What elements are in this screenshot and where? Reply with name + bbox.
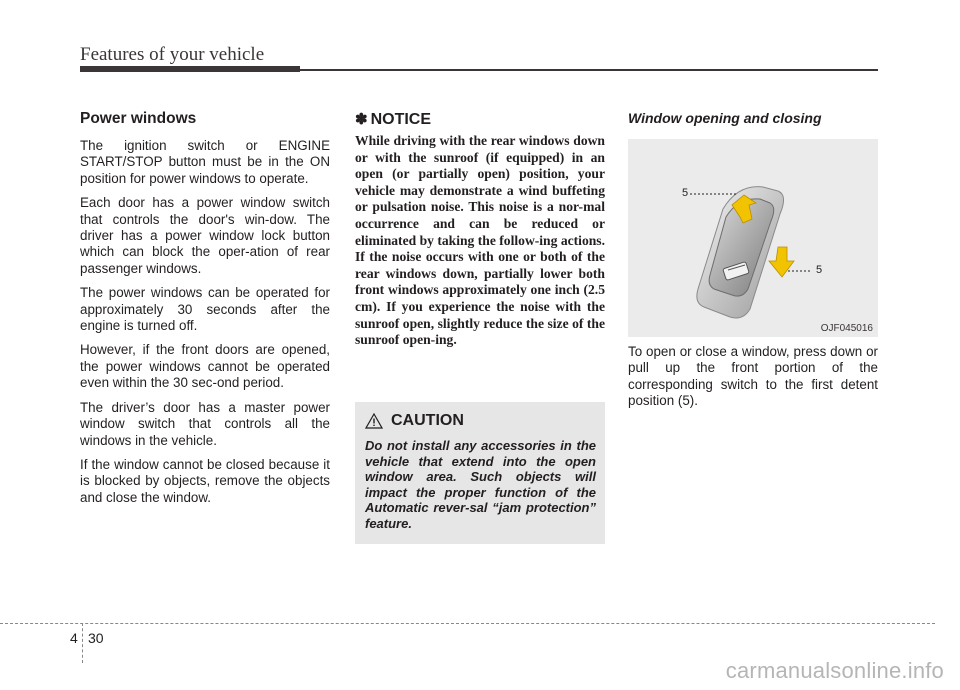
footer-rule [0, 623, 935, 624]
callout-label-top: 5 [682, 187, 689, 199]
header-rule-thin [300, 69, 878, 71]
paragraph: If the window cannot be closed because it is blocked by objects, remove the objects and close the window. [80, 456, 330, 505]
footer-divider [82, 623, 83, 663]
caution-heading [365, 412, 464, 430]
window-switch-figure [628, 139, 878, 337]
paragraph: Each door has a power window switch that controls the door's win-dow. The driver has a power window lock button which can block the oper-ation of rear passenger windows. [80, 195, 330, 276]
notice-block [355, 110, 605, 349]
paragraph: The ignition switch or ENGINE START/STOP button must be in the ON position for power windows to operate. [80, 138, 330, 186]
warning-triangle-icon [365, 413, 383, 429]
paragraph: To open or close a window, press down or pull up the front portion of the corresponding switch to the first detent position (5). [628, 344, 878, 409]
subsection-heading: Window opening and closing [628, 110, 822, 126]
paragraph: The driver’s door has a master power window switch that controls all the windows in the vehicle. [80, 399, 330, 448]
column-power-windows [80, 110, 330, 514]
watermark: carmanualsonline.info [725, 658, 944, 683]
paragraph: However, if the front doors are opened, the power windows cannot be operated even within the 30 sec-ond period. [80, 342, 330, 391]
instruction-block [628, 344, 878, 418]
press-down-arrow-icon [769, 247, 794, 277]
notice-mark-icon: ✽ [355, 111, 368, 128]
section-heading: Power windows [80, 110, 197, 127]
header-rule [80, 66, 300, 72]
figure-code: OJF045016 [820, 323, 873, 334]
window-switch-illustration [628, 139, 878, 337]
caution-box [355, 402, 605, 544]
notice-text: While driving with the rear windows down or with the sunroof (if equipped) in an open (or partially open) position, your vehicle may demonstrate a wind buffeting or pulsation noise. This noise is a nor-mal occurrence and can be reduced or eliminated by taking the follow-ing actions. If the noise occurs with one or both of the rear windows down, partially lower both front windows approximately one inch (2.5 cm). If you experience the noise with the sunroof open, slightly reduce the size of the sunroof open-ing. [355, 133, 605, 348]
notice-heading [355, 110, 605, 129]
notice-title: NOTICE [370, 111, 432, 128]
page-number: 30 [88, 630, 104, 646]
paragraph: The power windows can be operated for approximately 30 seconds after the engine is turned off. [80, 285, 330, 334]
callout-label-bottom: 5 [816, 264, 823, 276]
caution-title: CAUTION [391, 412, 464, 429]
chapter-number: 4 [70, 630, 78, 646]
page-header-title: Features of your vehicle [80, 44, 265, 65]
caution-text: Do not install any accessories in the vehicle that extend into the open window area. Such objects will impact the proper function of the Automatic rever-sal “jam protection” feature. [365, 438, 596, 531]
